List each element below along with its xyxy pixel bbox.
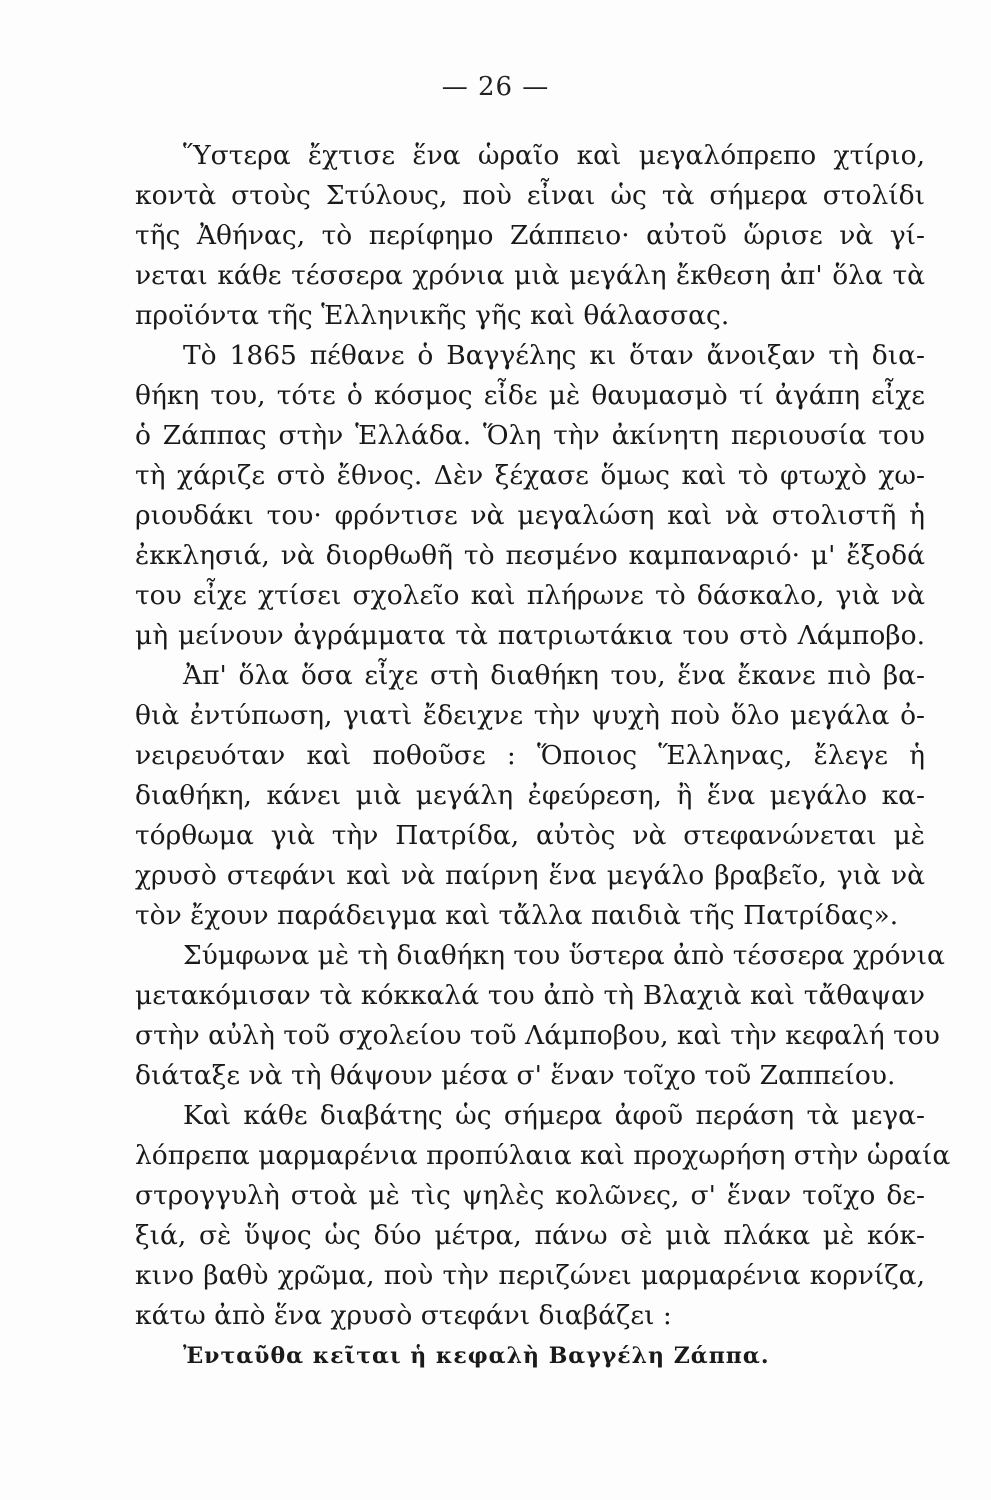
text-line: μετακόμισαν τὰ κόκκαλά του ἀπὸ τὴ Βλαχιὰ καὶ τἄθαψαν [135,980,925,1011]
text-line: νεται κάθε τέσσερα χρόνια μιὰ μεγάλη ἔκθεση ἀπ' ὅλα τὰ [135,260,925,291]
text-line: λόπρεπα μαρμαρένια προπύλαια καὶ προχωρήση στὴν ὡραία [135,1140,951,1171]
text-line: ἐκκλησιά, νὰ διορθωθῆ τὸ πεσμένο καμπαναριό· μ' ἔξοδά [135,540,925,571]
text-line: κάτω ἀπὸ ἕνα χρυσὸ στεφάνι διαβάζει : [135,1300,672,1331]
text-line: κινο βαθὺ χρῶμα, ποὺ τὴν περιζώνει μαρμαρένια κορνίζα, [135,1260,925,1291]
text-line: ριουδάκι του· φρόντισε νὰ μεγαλώση καὶ νὰ στολιστῆ ἡ [135,500,925,531]
inscription-line: Ἐνταῦθα κεῖται ἡ κεφαλὴ Βαγγέλη Ζάππα. [183,1343,770,1369]
text-line: στρογγυλὴ στοὰ μὲ τὶς ψηλὲς κολῶνες, σ' ἕναν τοῖχο δε- [135,1180,925,1211]
text-line: χρυσὸ στεφάνι καὶ νὰ παίρνη ἕνα μεγάλο βραβεῖο, γιὰ νὰ [135,860,925,891]
text-line: θιὰ ἐντύπωση, γιατὶ ἔδειχνε τὴν ψυχὴ ποὺ ὅλο μεγάλα ὀ- [135,700,925,731]
text-line: θήκη του, τότε ὁ κόσμος εἶδε μὲ θαυμασμὸ τί ἀγάπη εἶχε [135,380,925,411]
text-line: τῆς Ἀθήνας, τὸ περίφημο Ζάππειο· αὐτοῦ ὥρισε νὰ γί- [135,220,925,251]
text-line: διάταξε νὰ τὴ θάψουν μέσα σ' ἕναν τοῖχο τοῦ Ζαππείου. [135,1060,896,1091]
text-line: Καὶ κάθε διαβάτης ὡς σήμερα ἀφοῦ περάση τὰ μεγα- [183,1100,925,1131]
text-line: τὸν ἔχουν παράδειγμα καὶ τἄλλα παιδιὰ τῆς Πατρίδας». [135,900,899,931]
text-line: διαθήκη, κάνει μιὰ μεγάλη ἐφεύρεση, ἢ ἕνα μεγάλο κα- [135,780,925,811]
text-line: Τὸ 1865 πέθανε ὁ Βαγγέλης κι ὅταν ἄνοιξαν τὴ δια- [183,340,925,371]
text-line: Ὕστερα ἔχτισε ἕνα ὡραῖο καὶ μεγαλόπρεπο χτίριο, [183,140,925,171]
text-line: στὴν αὐλὴ τοῦ σχολείου τοῦ Λάμποβου, καὶ τὴν κεφαλή του [135,1020,940,1051]
page-number: — 26 — [441,72,550,102]
body-text [135,136,951,1376]
text-line: Σύμφωνα μὲ τὴ διαθήκη του ὕστερα ἀπὸ τέσσερα χρόνια [183,940,945,971]
text-line: ξιά, σὲ ὕψος ὡς δύο μέτρα, πάνω σὲ μιὰ πλάκα μὲ κόκ- [135,1220,925,1251]
text-line: Ἀπ' ὅλα ὅσα εἶχε στὴ διαθήκη του, ἕνα ἔκανε πιὸ βα- [183,660,925,691]
text-line: νειρευόταν καὶ ποθοῦσε : Ὅποιος Ἕλληνας, ἔλεγε ἡ [135,740,925,771]
text-line: προϊόντα τῆς Ἑλληνικῆς γῆς καὶ θάλασσας. [135,300,730,331]
text-line: τόρθωμα γιὰ τὴν Πατρίδα, αὐτὸς νὰ στεφανώνεται μὲ [135,820,925,851]
text-line: του εἶχε χτίσει σχολεῖο καὶ πλήρωνε τὸ δάσκαλο, γιὰ νὰ [135,580,925,611]
text-line: ὁ Ζάππας στὴν Ἑλλάδα. Ὅλη τὴν ἀκίνητη περιουσία του [135,420,925,451]
text-line: μὴ μείνουν ἀγράμματα τὰ πατριωτάκια του στὸ Λάμποβο. [135,620,925,651]
text-line: κοντὰ στοὺς Στύλους, ποὺ εἶναι ὡς τὰ σήμερα στολίδι [135,180,925,211]
text-line: τὴ χάριζε στὸ ἔθνος. Δὲν ξέχασε ὅμως καὶ τὸ φτωχὸ χω- [135,460,925,491]
